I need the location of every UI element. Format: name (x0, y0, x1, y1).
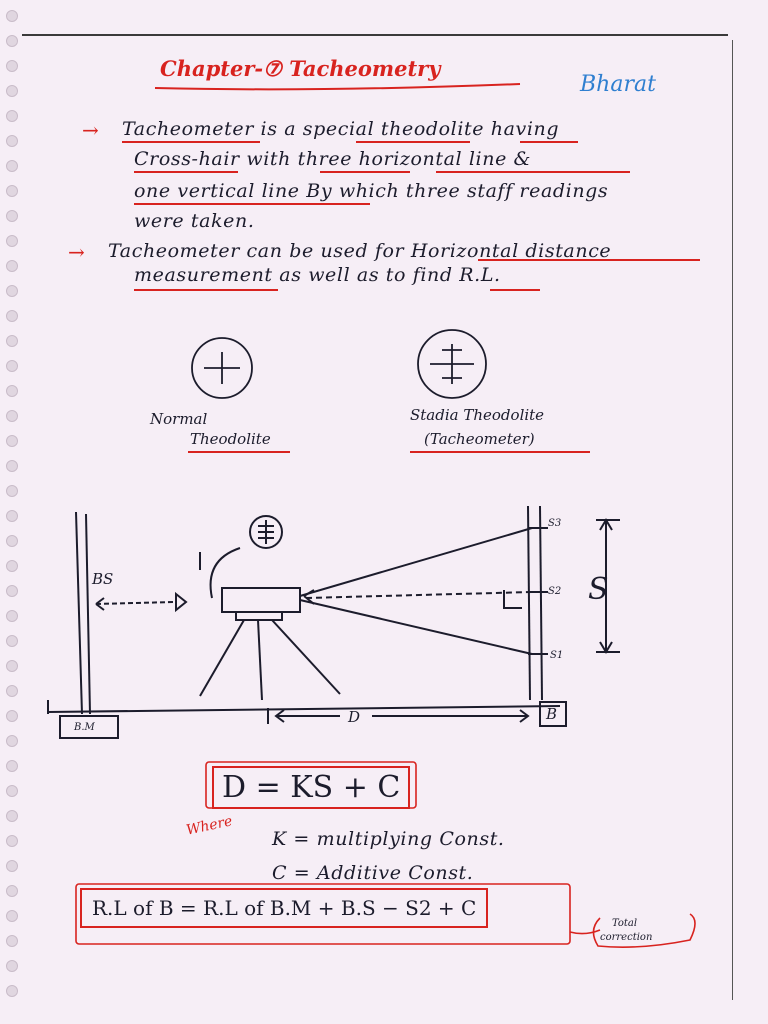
theodolite-label: Theodolite (190, 430, 271, 448)
point-1-line-3: one vertical line By which three staff readings (134, 180, 609, 202)
survey-diagram (48, 506, 620, 738)
s2-label: S2 (548, 586, 562, 597)
chapter-heading: Chapter-⑦ Tacheometry (160, 56, 441, 81)
point-2-line-1: Tacheometer can be used for Horizontal distance (108, 240, 612, 262)
stadia-reticle-icon (418, 330, 486, 398)
total-label: Total (612, 918, 638, 929)
b-label: B (546, 705, 558, 723)
correction-label: correction (600, 932, 653, 943)
normal-reticle-icon (192, 338, 252, 398)
red-underlines (122, 84, 700, 452)
point-1-line-1: Tacheometer is a special theodolite having (122, 118, 560, 140)
main-formula: D = KS + C (212, 766, 410, 809)
c-definition: C = Additive Const. (272, 862, 474, 884)
point-2-line-2: measurement as well as to find R.L. (134, 264, 501, 286)
normal-label: Normal (150, 410, 208, 428)
stadia-label: Stadia Theodolite (410, 406, 545, 424)
k-definition: K = multiplying Const. (272, 828, 505, 850)
bullet-arrow-icon: → (82, 118, 99, 142)
author-name: Bharat (580, 72, 656, 97)
where-label: Where (184, 813, 234, 839)
point-1-line-2: Cross-hair with three horizontal line & (134, 148, 532, 170)
bm-label: B.M (74, 722, 95, 733)
s1-label: S1 (550, 650, 564, 661)
rl-formula: R.L of B = R.L of B.M + B.S − S2 + C (80, 888, 488, 928)
point-1-line-4: were taken. (134, 210, 255, 232)
tacheometer-label: (Tacheometer) (424, 430, 535, 448)
s3-label: S3 (548, 518, 562, 529)
formula-markup (76, 762, 695, 947)
d-label: D (348, 708, 361, 726)
s-label: S (588, 572, 609, 607)
bullet-arrow-icon: → (68, 240, 85, 264)
bs-label: BS (92, 570, 114, 588)
